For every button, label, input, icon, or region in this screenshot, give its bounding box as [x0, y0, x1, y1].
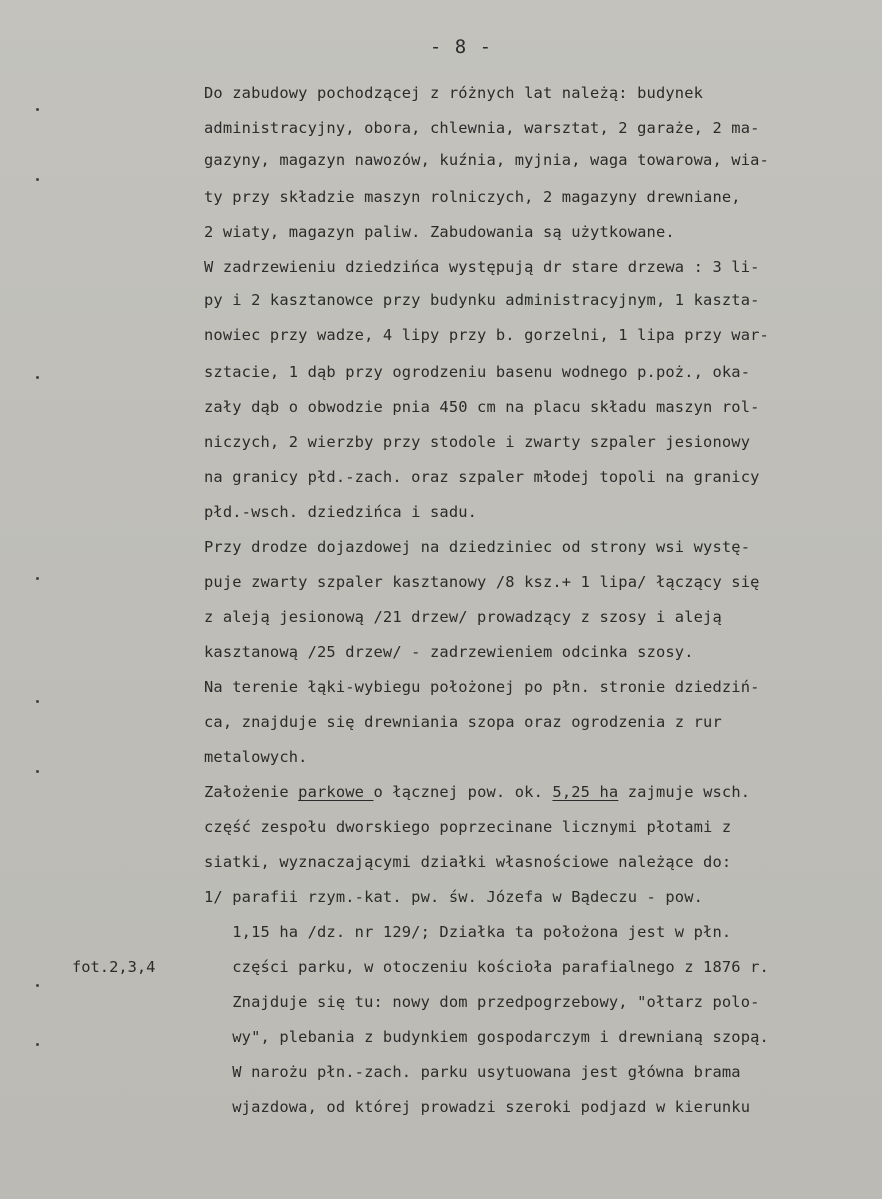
text-line: Znajduje się tu: nowy dom przedpogrzebowy, "ołtarz polo-: [204, 993, 760, 1011]
underlined-area: 5,25 ha: [552, 783, 619, 801]
text-line: W zadrzewieniu dziedzińca występują dr stare drzewa : 3 li-: [204, 258, 760, 276]
text-line: ty przy składzie maszyn rolniczych, 2 magazyny drewniane,: [204, 188, 741, 206]
scan-speck: [36, 178, 39, 181]
text-line: 1/ parafii rzym.-kat. pw. św. Józefa w Bądeczu - pow.: [204, 888, 704, 906]
text-line: niczych, 2 wierzby przy stodole i zwarty szpaler jesionowy: [204, 433, 751, 451]
text-line: nowiec przy wadze, 4 lipy przy b. gorzelni, 1 lipa przy war-: [204, 326, 769, 344]
text-line: 2 wiaty, magazyn paliw. Zabudowania są użytkowane.: [204, 223, 675, 241]
text-line: Na terenie łąki-wybiegu położonej po płn. stronie dziedziń-: [204, 678, 760, 696]
scan-speck: [36, 108, 39, 111]
text-line: metalowych.: [204, 748, 308, 766]
text-line: części parku, w otoczeniu kościoła parafialnego z 1876 r.: [204, 958, 769, 976]
scan-speck: [36, 770, 39, 773]
text-line: z aleją jesionową /21 drzew/ prowadzący z szosy i aleją: [204, 608, 722, 626]
text-line: kasztanową /25 drzew/ - zadrzewieniem odcinka szosy.: [204, 643, 694, 661]
text-span: o łącznej pow. ok.: [373, 783, 553, 801]
scan-speck: [36, 984, 39, 987]
text-span: Założenie: [204, 783, 299, 801]
text-line: puje zwarty szpaler kasztanowy /8 ksz.+ 1 lipa/ łączący się: [204, 573, 760, 591]
scan-speck: [36, 577, 39, 580]
text-line: Do zabudowy pochodzącej z różnych lat należą: budynek: [204, 84, 704, 102]
text-line: administracyjny, obora, chlewnia, warsztat, 2 garaże, 2 ma-: [204, 119, 760, 137]
text-line: siatki, wyznaczającymi działki własnościowe należące do:: [204, 853, 732, 871]
text-line: zały dąb o obwodzie pnia 450 cm na placu składu maszyn rol-: [204, 398, 760, 416]
text-line: na granicy płd.-zach. oraz szpaler młodej topoli na granicy: [204, 468, 760, 486]
text-line: wy", plebania z budynkiem gospodarczym i drewnianą szopą.: [204, 1028, 769, 1046]
scan-speck: [36, 700, 39, 703]
underlined-word: parkowe: [298, 783, 374, 801]
text-line: część zespołu dworskiego poprzecinane licznymi płotami z: [204, 818, 732, 836]
scan-speck: [36, 1043, 39, 1046]
scan-speck: [36, 376, 39, 379]
text-line: W narożu płn.-zach. parku usytuowana jest główna brama: [204, 1063, 741, 1081]
text-line: Przy drodze dojazdowej na dziedziniec od strony wsi wystę-: [204, 538, 751, 556]
text-span: zajmuje wsch.: [618, 783, 751, 801]
text-line-park-area: [204, 782, 750, 802]
text-line: wjazdowa, od której prowadzi szeroki podjazd w kierunku: [204, 1098, 751, 1116]
page-number: - 8 -: [429, 36, 493, 58]
text-line: ca, znajduje się drewniania szopa oraz ogrodzenia z rur: [204, 713, 722, 731]
text-line: 1,15 ha /dz. nr 129/; Działka ta położona jest w płn.: [204, 923, 732, 941]
text-line: płd.-wsch. dziedzińca i sadu.: [204, 503, 478, 521]
text-line: sztacie, 1 dąb przy ogrodzeniu basenu wodnego p.poż., oka-: [204, 363, 751, 381]
margin-note-photos: fot.2,3,4: [72, 958, 156, 976]
text-line: gazyny, magazyn nawozów, kuźnia, myjnia, waga towarowa, wia-: [204, 151, 769, 169]
text-line: py i 2 kasztanowce przy budynku administracyjnym, 1 kaszta-: [204, 291, 760, 309]
